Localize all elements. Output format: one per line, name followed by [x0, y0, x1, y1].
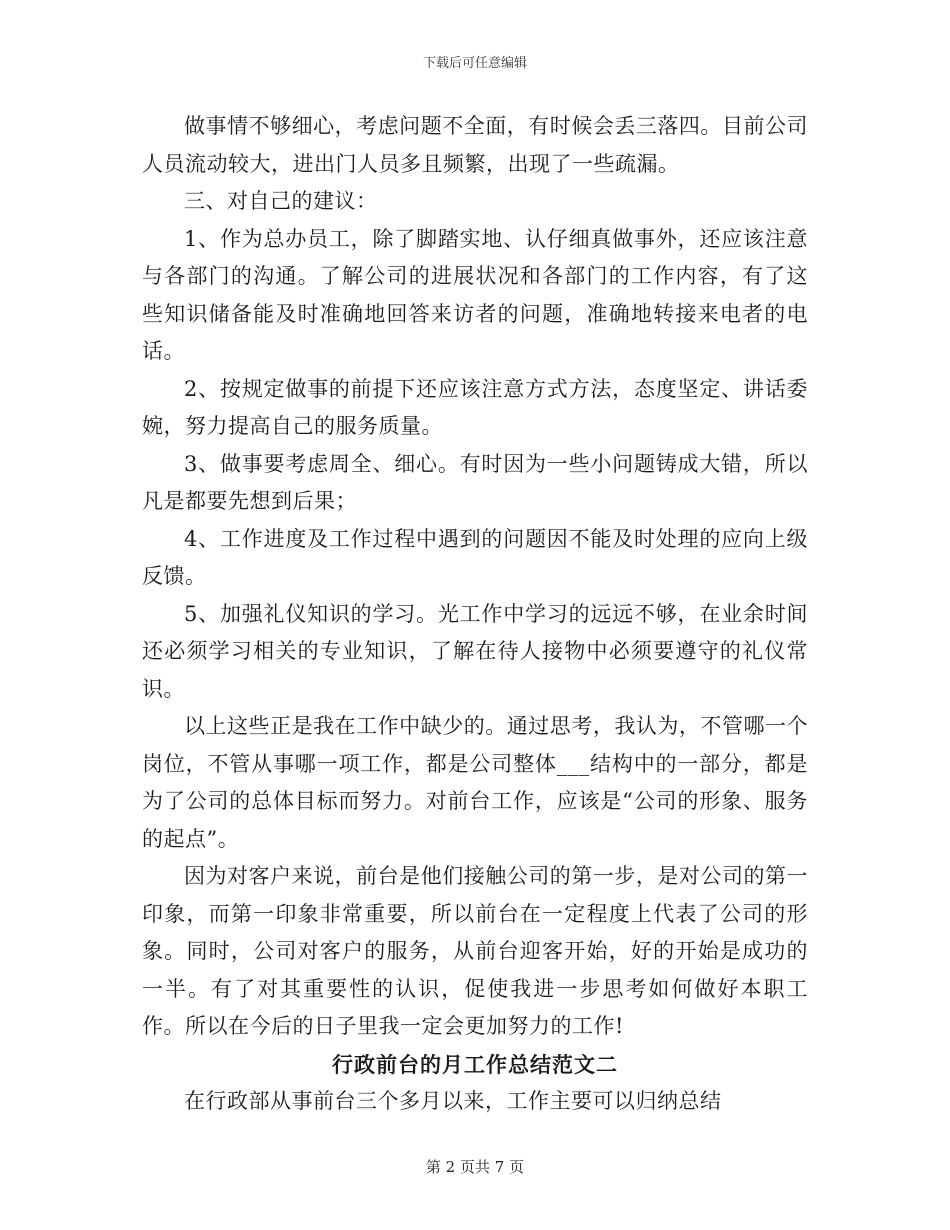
paragraph-9: 因为对客户来说，前台是他们接触公司的第一步，是对公司的第一印象，而第一印象非常重要，所以前台在一定程度上代表了公司的形象。同时，公司对客户的服务，从前台迎客开始，好的开始是成功的一半。有了对其重要性的认识，促使我进一步思考如何做好本职工作。所以在今后的日子里我一定会更加努力的工作! — [142, 864, 808, 1038]
document-body — [142, 108, 808, 1121]
paragraph-6: 4、工作进度及工作过程中遇到的问题因不能及时处理的应向上级反馈。 — [142, 526, 808, 588]
paragraph-3: 1、作为总办员工，除了脚踏实地、认仔细真做事外，还应该注意与各部门的沟通。了解公司的进展状况和各部门的工作内容，有了这些知识储备能及时准确地回答来访者的问题，准确地转接来电者的电话。 — [142, 226, 808, 363]
closing-paragraph: 在行政部从事前台三个多月以来，工作主要可以归纳总结 — [184, 1089, 722, 1113]
page-header: 下载后可任意编辑 — [422, 56, 527, 71]
paragraph-7: 5、加强礼仪知识的学习。光工作中学习的远远不够，在业余时间还必须学习相关的专业知识，了解在待人接物中必须要遵守的礼仪常识。 — [142, 601, 808, 701]
section-heading: 行政前台的月工作总结范文二 — [332, 1051, 618, 1077]
paragraph-4: 2、按规定做事的前提下还应该注意方式方法，态度坚定、讲话委婉，努力提高自己的服务质量。 — [142, 376, 808, 438]
paragraph-2: 三、对自己的建议： — [184, 189, 378, 213]
paragraph-1: 做事情不够细心，考虑问题不全面，有时候会丢三落四。目前公司人员流动较大，进出门人员多且频繁，出现了一些疏漏。 — [142, 114, 808, 176]
page-footer: 第 2 页共 7 页 — [425, 1158, 525, 1176]
paragraph-5: 3、做事要考虑周全、细心。有时因为一些小问题铸成大错，所以凡是都要先想到后果； — [142, 451, 808, 513]
paragraph-8: 以上这些正是我在工作中缺少的。通过思考，我认为，不管哪一个岗位，不管从事哪一项工作，都是公司整体___结构中的一部分，都是为了公司的总体目标而努力。对前台工作，应该是“公司的形象、服务的起点”。 — [142, 714, 808, 851]
